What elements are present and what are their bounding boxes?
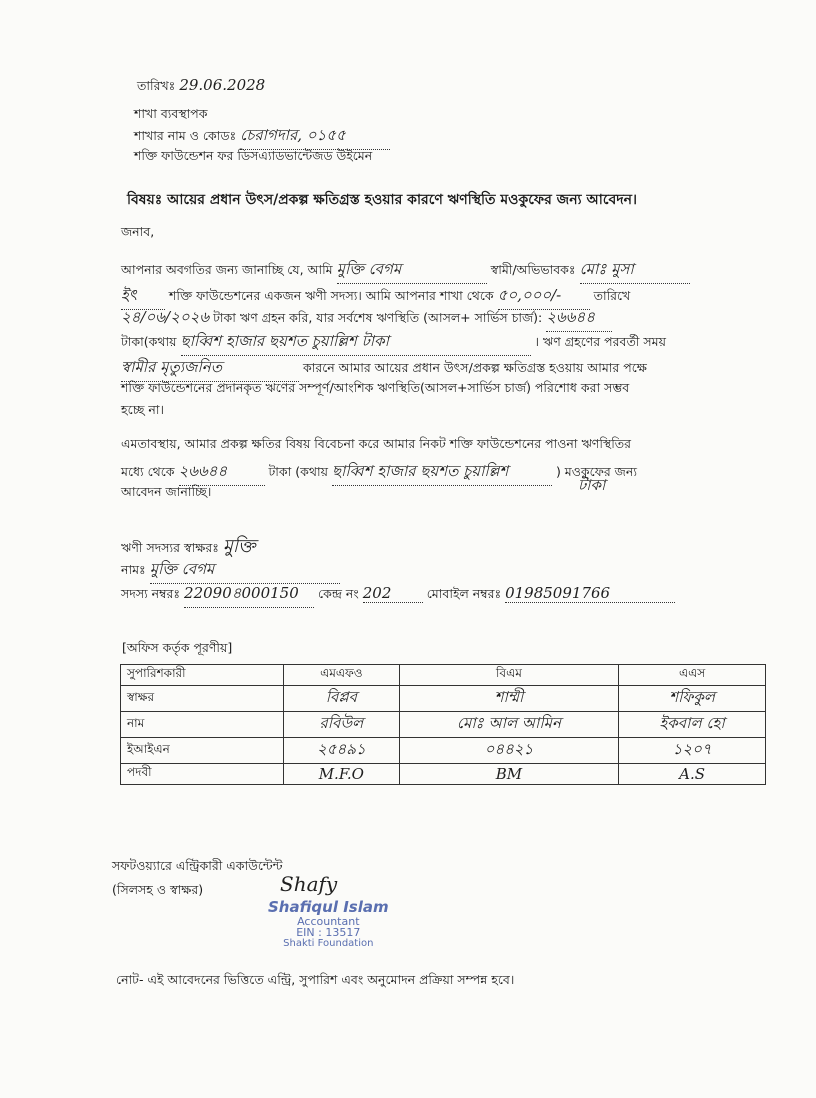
para1-line2: ইৎ শক্তি ফাউন্ডেশনের একজন ঋণী সদস্য। আমি আপনার শাখা থেকে ৫০,০০০/- তারিখে: [121, 284, 630, 310]
row-label: ইআইএন: [121, 738, 284, 764]
branch-value: চেরাগদার, ০১৫৫: [240, 124, 390, 150]
organization-name: শক্তি ফাউন্ডেশন ফর ডিসএ্যাডভান্টেজড উইমেন: [134, 148, 373, 163]
table-header: এমএফও: [284, 665, 400, 686]
para1-line1: আপনার অবগতির জন্য জানাচ্ছি যে, আমি মুক্তি বেগম স্বামী/অভিভাবকঃ মোঃ মুসা: [121, 258, 690, 284]
table-cell: ইকবাল হো: [619, 712, 766, 738]
subject-line: বিষয়ঃ আয়ের প্রধান উৎস/প্রকল্প ক্ষতিগ্রস্ত হওয়ার কারণে ঋণস্থিতি মওকুফের জন্য আবেদন।: [127, 192, 637, 208]
accountant-signature: Shafy: [280, 872, 338, 896]
office-section-title: [অফিস কর্তৃক পূরণীয়]: [122, 640, 233, 655]
table-cell: BM: [399, 764, 619, 785]
guardian-name: মোঃ মুসা: [580, 258, 690, 284]
accountant-subtitle: (সিলসহ ও স্বাক্ষর): [112, 882, 204, 897]
para2-line2: মধ্যে থেকে ২৬৬৪৪ টাকা (কথায় ছাব্বিশ হাজার ছয়শত চুয়াল্লিশ ) মওকুফের জন্য: [121, 460, 637, 486]
table-cell: শাম্মী: [399, 686, 619, 712]
waiver-in-words: ছাব্বিশ হাজার ছয়শত চুয়াল্লিশ: [332, 460, 552, 486]
stamp-title: Accountant: [297, 914, 360, 928]
table-header: বিএম: [399, 665, 619, 686]
table-cell: A.S: [619, 764, 766, 785]
table-header: সুপারিশকারী: [121, 665, 284, 686]
table-cell: মোঃ আল আমিন: [399, 712, 619, 738]
table-cell: M.F.O: [284, 764, 400, 785]
accountant-stamp: [268, 900, 389, 949]
member-number: 22090৪000150: [184, 582, 314, 608]
para1-line5: স্বামীর মৃত্যুজনিত কারনে আমার আয়ের প্রধান উৎস/প্রকল্প ক্ষতিগ্রস্ত হওয়ায় আমার পক্ষে: [121, 356, 647, 382]
accountant-title: সফটওয়্যারে এন্ট্রিকারী একাউন্টেন্ট: [112, 858, 283, 873]
table-header: এএস: [619, 665, 766, 686]
table-cell: বিপ্লব: [284, 686, 400, 712]
row-label: স্বাক্ষর: [121, 686, 284, 712]
para2-line3: আবেদন জানাচ্ছি।: [121, 484, 212, 499]
applicant-name-value: মুক্তি বেগম: [150, 558, 340, 584]
table-row: [121, 764, 766, 785]
para2-line1: এমতাবস্থায়, আমার প্রকল্প ক্ষতির বিষয় বিবেচনা করে আমার নিকট শক্তি ফাউন্ডেশনের পাওনা ঋণস্থিতির: [121, 436, 632, 451]
table-row: [121, 712, 766, 738]
para1-line4: টাকা(কথায় ছাব্বিশ হাজার ছয়শত চুয়াল্লিশ টাকা । ঋণ গ্রহণের পরবর্তী সময়: [121, 330, 666, 356]
mobile-number: 01985091766: [505, 584, 675, 603]
center-number: 202: [363, 584, 423, 603]
member-info-line: সদস্য নম্বরঃ 22090৪000150 কেন্দ্র নং 202 মোবাইল নম্বরঃ 01985091766: [121, 582, 675, 608]
applicant-signature-line: ঋণী সদস্যর স্বাক্ষরঃ মুক্তি: [121, 536, 256, 557]
date-line: তারিখঃ 29.06.2028: [137, 76, 266, 94]
footer-note: নোট- এই আবেদনের ভিত্তিতে এন্ট্রি, সুপারিশ এবং অনুমোদন প্রক্রিয়া সম্পন্ন হবে।: [116, 972, 515, 987]
para1-line6: শক্তি ফাউন্ডেশনের প্রদানকৃত ঋণের সম্পূর্ণ/আংশিক ঋণস্থিতি(আসল+সার্ভিস চার্জ) পরিশোধ করা সম্ভব: [121, 380, 630, 395]
table-cell: ১২০৭: [619, 738, 766, 764]
table-cell: ০৪৪২১: [399, 738, 619, 764]
guardian-name-cont: ইৎ: [121, 284, 165, 310]
manager-title: শাখা ব্যবস্থাপক: [134, 106, 208, 121]
waiver-in-words-cont: টাকা: [578, 476, 606, 494]
stamp-name: Shafiqul Islam: [268, 898, 389, 916]
table-row: [121, 738, 766, 764]
table-row: [121, 686, 766, 712]
loan-balance: ২৬৬৪৪: [546, 306, 612, 332]
office-table: [120, 664, 766, 785]
branch-line: শাখার নাম ও কোডঃ চেরাগদার, ০১৫৫: [134, 124, 390, 150]
balance-in-words: ছাব্বিশ হাজার ছয়শত চুয়াল্লিশ টাকা: [181, 330, 531, 356]
para1-line7: হচ্ছে না।: [121, 402, 164, 417]
loan-amount: ৫০,০০০/-: [498, 284, 590, 310]
salutation: জনাব,: [121, 224, 155, 239]
date-value: 29.06.2028: [179, 76, 266, 94]
stamp-org: Shakti Foundation: [283, 937, 374, 949]
table-cell: ২৫৪৯১: [284, 738, 400, 764]
loan-date: ২৪/০৬/২০২৬: [121, 308, 210, 326]
applicant-name: মুক্তি বেগম: [337, 258, 487, 284]
damage-cause: স্বামীর মৃত্যুজনিত: [121, 356, 299, 382]
applicant-name-line: নামঃ মুক্তি বেগম: [121, 558, 340, 584]
stamp-ein: EIN : 13517: [296, 926, 361, 940]
table-row: [121, 665, 766, 686]
waiver-amount: ২৬৬৪৪: [179, 460, 265, 486]
applicant-signature: মুক্তি: [222, 536, 256, 557]
row-label: নাম: [121, 712, 284, 738]
row-label: পদবী: [121, 764, 284, 785]
para1-line3: ২৪/০৬/২০২৬ টাকা ঋণ গ্রহন করি, যার সর্বশেষ ঋণস্থিতি (আসল+ সার্ভিস চার্জ): ২৬৬৪৪: [121, 306, 612, 332]
table-cell: রবিউল: [284, 712, 400, 738]
table-cell: শফিকুল: [619, 686, 766, 712]
